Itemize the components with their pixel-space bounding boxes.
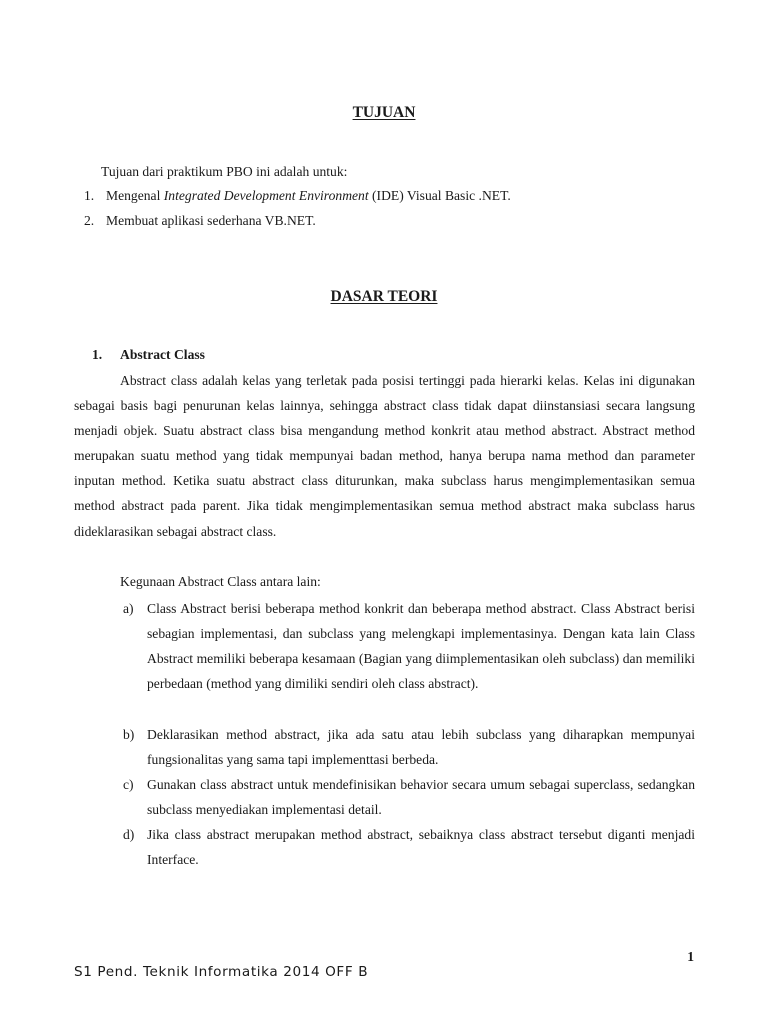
heading-dasar-teori: DASAR TEORI [330,288,438,305]
item-d-text: Jika class abstract merupakan method abstract, sebaiknya class abstract tersebut diganti menjadi Interface. [147,827,695,868]
goal-1-italic: Integrated Development Environment [163,188,369,203]
item-label-d: d) [123,827,135,842]
abstract-class-paragraph: Abstract class adalah kelas yang terletak pada posisi tertinggi pada hierarki kelas. Kelas ini digunakan sebagai basis bagi penurunan kelas lainnya, sehingga abstract class tidak dapat diinstansiasi secara langsung menjadi objek. Suatu abstract class bisa mengandung method konkrit atau method abstract. Abstract method merupakan suatu method yang tidak mempunyai badan method, hanya berupa nama method dan parameter inputan method. Ketika suatu abstract class diturunkan, maka subclass harus mengimplementasikan semua method abstract pada parent. Jika tidak mengimplementasikan semua method abstract maka subclass harus dideklarasikan sebagai abstract class. [74,373,695,539]
heading-tujuan: TUJUAN [352,104,416,121]
goal-1-post: (IDE) Visual Basic .NET. [368,188,511,203]
goal-1-pre: Mengenal [106,188,164,203]
goal-number-2: 2. [84,213,95,228]
item-c-text: Gunakan class abstract untuk mendefinisikan behavior secara umum sebagai superclass, sedangkan subclass menyediakan implementasi detail. [147,777,695,818]
page-footer: S1 Pend. Teknik Informatika 2014 OFF B [74,964,369,980]
item-label-c: c) [123,777,134,792]
kegunaan-intro: Kegunaan Abstract Class antara lain: [120,574,321,589]
item-b-text: Deklarasikan method abstract, jika ada satu atau lebih subclass yang diharapkan mempunyai fungsionalitas yang sama tapi implementtasi berbeda. [147,727,695,768]
page-number: 1 [687,949,694,964]
goal-number-1: 1. [84,188,95,203]
goal-item-1 [106,187,511,205]
goal-item-2: Membuat aplikasi sederhana VB.NET. [106,213,316,228]
item-a-text: Class Abstract berisi beberapa method konkrit dan beberapa method abstract. Class Abstract berisi sebagian implementasi, dan subclass yang melengkapi implementasinya. Dengan kata lain Class Abstract memiliki beberapa kesamaan (Bagian yang diimplementasikan oleh subclass) dan memiliki perbedaan (method yang dimiliki sendiri oleh class abstract). [147,601,695,692]
section-1-number: 1. [92,347,103,362]
item-label-a: a) [123,601,134,616]
intro-text: Tujuan dari praktikum PBO ini adalah untuk: [101,164,348,179]
section-1-title: Abstract Class [120,347,205,362]
item-label-b: b) [123,727,135,742]
